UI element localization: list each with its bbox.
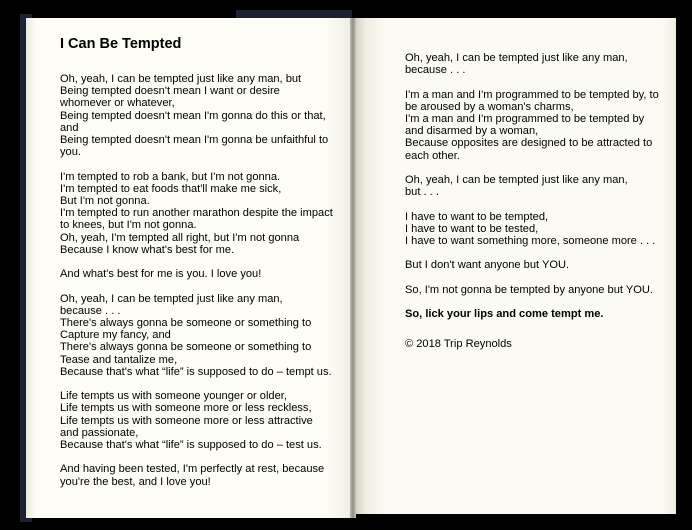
poem-line: Oh, yeah, I'm tempted all right, but I'm not gonna [60,231,300,244]
poem-line: Because that's what “life” is supposed to do – test us. [60,439,322,452]
poem-line: I have to want to be tempted, [405,210,549,223]
poem-line: each other. [405,149,460,162]
left-stanzas [60,73,340,488]
poem-line: and [60,121,79,134]
stanza [60,171,340,256]
poem-line: So, I'm not gonna be tempted by anyone but YOU. [405,283,653,296]
poem-line: There's always gonna be someone or something to [60,341,312,354]
stanza [60,268,340,280]
poem-line: Oh, yeah, I can be tempted just like any man, but [60,73,302,85]
poem-line: Capture my fancy, and [60,329,171,342]
poem-line: Because I know what's best for me. [60,243,235,256]
poem-line: I'm a man and I'm programmed to be tempted by [405,113,645,125]
poem-line: because . . . [60,304,121,317]
poem-line: I'm tempted to rob a bank, but I'm not gonna. [60,170,281,183]
book-spine [350,18,356,518]
stanza [405,174,667,198]
poem-line: Being tempted doesn't mean I'm gonna do this or that, [60,109,326,122]
poem-line: Being tempted doesn't mean I'm gonna be unfaithful to [60,134,329,147]
poem-line: to knees, but I'm not gonna. [60,219,197,232]
poem-line: whomever or whatever, [60,97,175,110]
poem-line: Oh, yeah, I can be tempted just like any man, [60,292,283,305]
stanza [405,284,667,296]
right-stanzas [405,52,667,296]
poem-line: you. [60,146,81,159]
poem-line: But I don't want anyone but YOU. [405,259,570,272]
poem-line: I'm a man and I'm programmed to be tempted by, to [405,88,659,101]
copyright-notice: © 2018 Trip Reynolds [405,338,512,351]
poem-line: Oh, yeah, I can be tempted just like any man, [405,52,628,64]
poem-line: There's always gonna be someone or something to [60,317,312,330]
stanza [60,463,340,487]
poem-title: I Can Be Tempted [60,36,182,52]
poem-line: be aroused by a woman's charms, [405,100,574,113]
poem-line: Oh, yeah, I can be tempted just like any man, [405,174,628,186]
stanza [60,293,340,378]
poem-line: And having been tested, I'm perfectly at rest, because [60,463,325,476]
poem-line: Life tempts us with someone more or less attractive [60,414,313,427]
poem-line: Because that's what “life” is supposed to do – tempt us. [60,365,332,378]
stanza [405,52,667,76]
stanza [405,211,667,248]
poem-line: Life tempts us with someone younger or older, [60,390,287,403]
poem-line: I'm tempted to eat foods that'll make me sick, [60,182,282,195]
poem-line: but . . . [405,186,439,199]
stanza [60,73,340,158]
poem-line: Life tempts us with someone more or less reckless, [60,402,312,415]
stanza [405,259,667,271]
stanza [60,390,340,451]
right-page-text [405,52,667,363]
poem-line: you're the best, and I love you! [60,475,211,488]
poem-line: But I'm not gonna. [60,195,150,208]
poem-line: because . . . [405,64,466,77]
left-page-text [60,36,340,500]
poem-line: Tease and tantalize me, [60,353,178,366]
poem-line: I have to want something more, someone more . . . [405,235,656,247]
poem-line: I have to want to be tested, [405,222,539,235]
poem-line: I'm tempted to run another marathon despite the impact [60,207,333,220]
poem-line: Because opposites are designed to be attracted to [405,137,653,150]
poem-line: and disarmed by a woman, [405,125,539,138]
stanza [405,89,667,162]
poem-line: And what's best for me is you. I love you! [60,268,262,281]
closing-line: So, lick your lips and come tempt me. [405,308,604,321]
poem-line: Being tempted doesn't mean I want or desire [60,85,280,98]
poem-line: and passionate, [60,426,139,439]
